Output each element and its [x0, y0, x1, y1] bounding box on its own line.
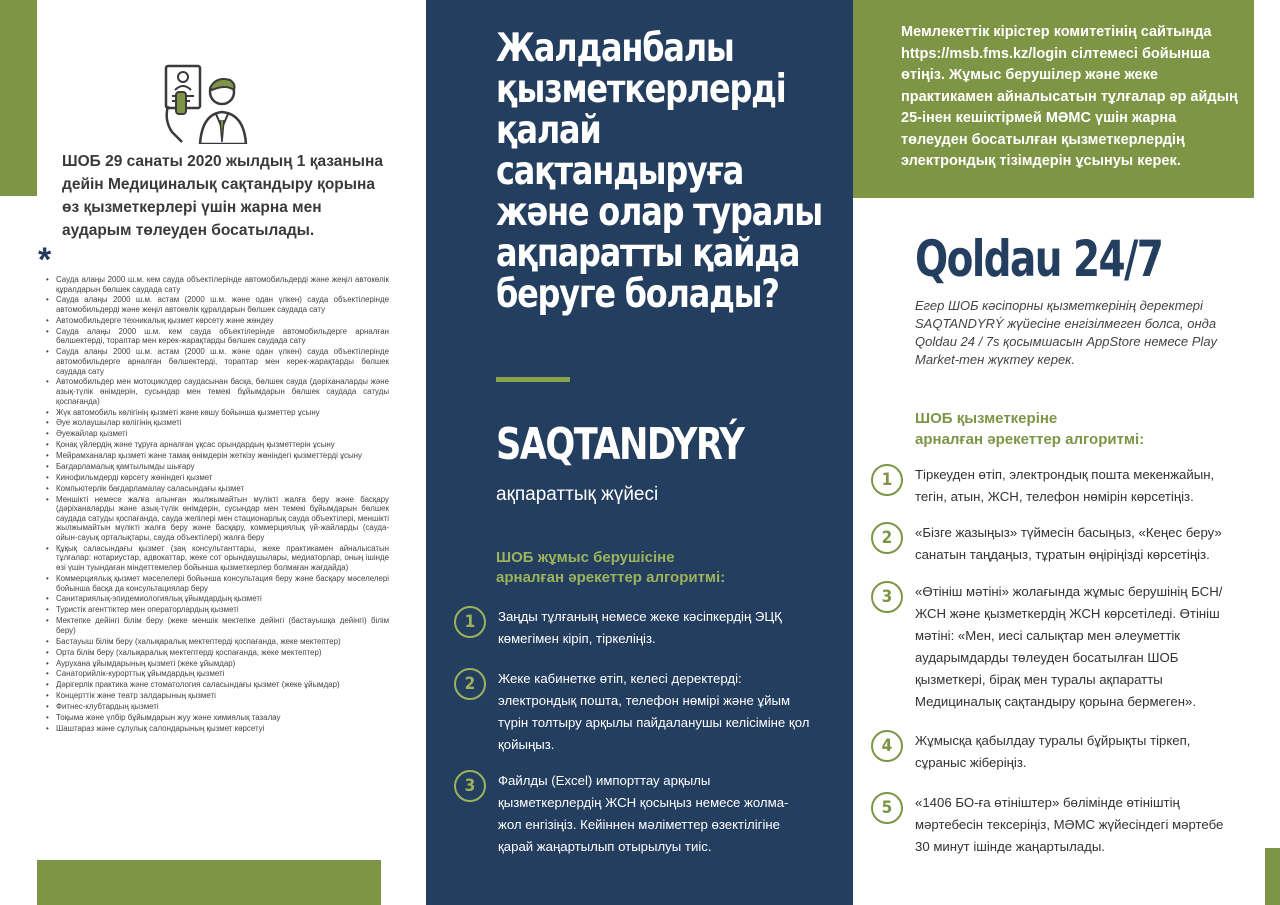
- step-text: «Өтініш мәтіні» жолағында жұмыс берушінің БСН/ЖСН және қызметкердің ЖСН көрсетіледі. Өтініш мәтіні: «Мен, иесі салықтар мен әлеуметтік аударымдарды төлеуден босатылған ШОБ қызметкері, бірақ мен туралы ақпаратты Медициналық сақтандыру қорына бермеген».: [915, 584, 1223, 709]
- list-item: • Концерттік және театр залдарының қызметі: [46, 691, 389, 701]
- list-item: • Сауда алаңы 2000 ш.м. кем сауда объектілерінде автомобильдерді және жеңіл автокөлік құралдарын бөлшек саудада сату: [46, 275, 389, 294]
- list-item: • Сауда алаңы 2000 ш.м. кем сауда объектілерінде автомобильдерге арналған бөлшектерді, тораптар мен керек-жарақтарды бөлшек саудада сату: [46, 327, 389, 346]
- list-item: • Коммерциялық қызмет мәселелері бойынша консультация беру және басқару мәселелері бойынша басқа да консультациялар беру: [46, 574, 389, 593]
- list-item: • Бастауыш білім беру (халықаралық мектептерді қоспағанда, жеке мектептер): [46, 637, 389, 647]
- step-text: Файлды (Excel) импорттау арқылы қызметкерлердің ЖСН қосыңыз немесе жолма-жол енгізіңіз. Кейіннен мәліметтер өзектілігіне қарай жаңартылып отырылуы тиіс.: [498, 773, 789, 854]
- step-number-badge: 4: [871, 730, 903, 762]
- person-with-id-card-icon: [160, 62, 250, 144]
- list-item: • Жүк автомобиль көлігінің қызметі және көшу бойынша қызметтер ұсыну: [46, 408, 389, 418]
- list-item: • Орта білім беру (халықаралық мектептерді қоспағанда, жеке мектептер): [46, 648, 389, 658]
- list-item: • Автомобильдер мен мотоциклдер саудасынан басқа, бөлшек сауда (дәріханаларды және азық-түлік өнімдерін, сусындар мен темекі бұйымдарын бөлшек саудада сатуды қоспағанда): [46, 377, 389, 406]
- algorithm-title-line: арналған әрекеттер алгоритмі:: [915, 431, 1145, 448]
- list-item: • Санитариялық-эпидемиологиялық ұйымдардың қызметі: [46, 594, 389, 604]
- list-item: • Компьютерлік бағдарламалау саласындағы қызмет: [46, 484, 389, 494]
- asterisk-mark: *: [38, 241, 52, 279]
- list-item: • Санаторийлік-курорттық ұйымдардың қызметі: [46, 669, 389, 679]
- step-number-badge: 2: [871, 522, 903, 554]
- list-item: • Дәрігерлік практика және стоматология саласындағы қызмет (жеке ұйымдар): [46, 680, 389, 690]
- title-divider: [496, 377, 570, 382]
- list-item: • Шаштараз және сұлулық салондарының қызмет көрсетуі: [46, 724, 389, 734]
- step-text: Жеке кабинетке өтіп, келесі деректерді: электрондық пошта, телефон нөмірі және ұйым түрін толтыру арқылы пайдаланушы келісіміне қол қойыңыз.: [498, 671, 810, 752]
- step-text: Заңды тұлғаның немесе жеке кәсіпкердің ЭЦҚ көмегімен кіріп, тіркеліңіз.: [498, 609, 782, 646]
- left-accent-bar-bottom: [37, 860, 381, 905]
- employee-algorithm-title: [915, 408, 1144, 450]
- list-item: • Мейрамханалар қызметі және тамақ өнімдерін жеткізу жөніндегі қызметтерді ұсыну: [46, 451, 389, 461]
- list-item: • Әуе жолаушылар көлігінің қызметі: [46, 418, 389, 428]
- algorithm-title-line: ШОБ жұмыс берушісіне: [496, 549, 675, 566]
- step-number-badge: 1: [871, 464, 903, 496]
- list-item: • Фитнес-клубтардың қызметі: [46, 702, 389, 712]
- list-item: • Қонақ үйлердің және тұруға арналған ұқсас орындардың қызметтерін ұсыну: [46, 440, 389, 450]
- list-item: • Автомобильдерге техникалық қызмет көрсету және жөндеу: [46, 316, 389, 326]
- brand-subtitle: ақпараттық жүйесі: [496, 484, 659, 505]
- right-panel: [853, 0, 1280, 905]
- qoldau-title: Qoldau 24/7: [915, 230, 1163, 288]
- middle-panel: [426, 0, 853, 905]
- service-list: [46, 275, 389, 735]
- employer-algorithm-title: [496, 548, 725, 588]
- step-text: Тіркеуден өтіп, электрондық пошта мекенжайын, тегін, атын, ЖСН, телефон нөмірін көрсетіңіз.: [915, 467, 1215, 504]
- list-item: • Аурухана ұйымдарының қызметі (жеке ұйымдар): [46, 659, 389, 669]
- list-item: • Құқық саласындағы қызмет (заң консультанттары, жеке практикамен айналысатын тұлғалар: нотариустар, адвокаттар, жеке сот орындаушылары, медиаторлар, оның ішінде өзі үшін туындаған міндеттемелер бойынша қызметкерлер болмаған жағдайда): [46, 544, 389, 573]
- algorithm-title-line: ШОБ қызметкеріне: [915, 410, 1058, 427]
- list-item: • Бағдарламалық қамтылымды шығару: [46, 462, 389, 472]
- fms-instructions: Мемлекеттік кірістер комитетінің сайтында https://msb.fms.kz/login сілтемесі бойынша өтіңіз. Жұмыс берушілер және жеке практикамен айналысатын тұлғалар әр айдың 25-інен кешіктірмей МӘМС үшін жарна төлеуден босатылған қызметкерлердің электрондық тізімдерін ұсынуы керек.: [901, 24, 1238, 169]
- list-item: • Тоқыма және үлбір бұйымдарын жуу және химиялық тазалау: [46, 713, 389, 723]
- step-number-badge: 5: [871, 792, 903, 824]
- algorithm-title-line: арналған әрекеттер алгоритмі:: [496, 569, 726, 586]
- step-text: Жұмысқа қабылдау туралы бұйрықты тіркеп, сұраныс жіберіңіз.: [915, 733, 1191, 770]
- step-number-badge: 1: [454, 606, 486, 638]
- list-item: • Сауда алаңы 2000 ш.м. астам (2000 ш.м. және одан үлкен) сауда объектілерінде автомобильдерді және жеңіл автокөлік құралдарын бөлшек саудада сату: [46, 295, 389, 314]
- list-item: • Әуежайлар қызметі: [46, 429, 389, 439]
- step-number-badge: 3: [871, 581, 903, 613]
- list-item: • Туристік агенттіктер мен операторлардың қызметі: [46, 605, 389, 615]
- left-panel: [0, 0, 426, 905]
- main-title: Жалданбалы қызметкерлерді қалай сақтандыруға және олар туралы ақпаратты қайда беруге болады?: [496, 26, 822, 317]
- left-accent-bar-top: [0, 0, 37, 196]
- step-number-badge: 2: [454, 668, 486, 700]
- right-info-box: [853, 0, 1280, 198]
- brand-name: SAQTANDYRÝ: [496, 419, 744, 470]
- step-number-badge: 3: [454, 770, 486, 802]
- right-info-gap: [1254, 0, 1280, 198]
- exemption-heading: ШОБ 29 санаты 2020 жылдың 1 қазанына дейін Медициналық сақтандыру қорына өз қызметкерлері үшін жарна мен аударым төлеуден босатылады.: [62, 153, 383, 239]
- list-item: • Кинофильмдерді көрсету жөніндегі қызмет: [46, 473, 389, 483]
- qoldau-description: Егер ШОБ кәсіпорны қызметкерінің деректері SAQTANDYRÝ жүйесіне енгізілмеген болса, онда Qoldau 24 / 7s қосымшасын AppStore немесе Play Market-тен жүктеу керек.: [915, 298, 1218, 367]
- step-text: «Бізге жазыңыз» түймесін басыңыз, «Кеңес беру» санатын таңдаңыз, тұратын өңіріңізді көрсетіңіз.: [915, 525, 1222, 562]
- step-text: «1406 БО-ға өтініштер» бөлімінде өтініштің мәртебесін тексеріңіз, МӘМС жүйесіндегі мәртебе 30 минут ішінде жаңартылады.: [915, 795, 1224, 854]
- list-item: • Мектепке дейінгі білім беру (жеке меншік мектепке дейінгі (бастауышқа дейінгі) білім беру): [46, 616, 389, 635]
- list-item: • Меншікті немесе жалға алынған жылжымайтын мүлікті жалға беру және басқару (дәріханаларды және азық-түлік өнімдерін, сусындар мен темекі бұйымдарын бөлшек саудада сатуды қоспағанда, сауда желілері мен стационарлық сауда объектілері, меншікті жылжымайтын мүлікті жалға беру және басқару, коммерциялық үй-жайларды (сауда-ойын-сауық орталықтары, сауда объектілері) жалға беру: [46, 495, 389, 543]
- right-accent-bar-bottom: [1265, 848, 1280, 905]
- list-item: • Сауда алаңы 2000 ш.м. астам (2000 ш.м. және одан үлкен) сауда объектілерінде автомобильдерге арналған бөлшектерді, тораптар мен керек-жарақтарды бөлшек саудада сату: [46, 347, 389, 376]
